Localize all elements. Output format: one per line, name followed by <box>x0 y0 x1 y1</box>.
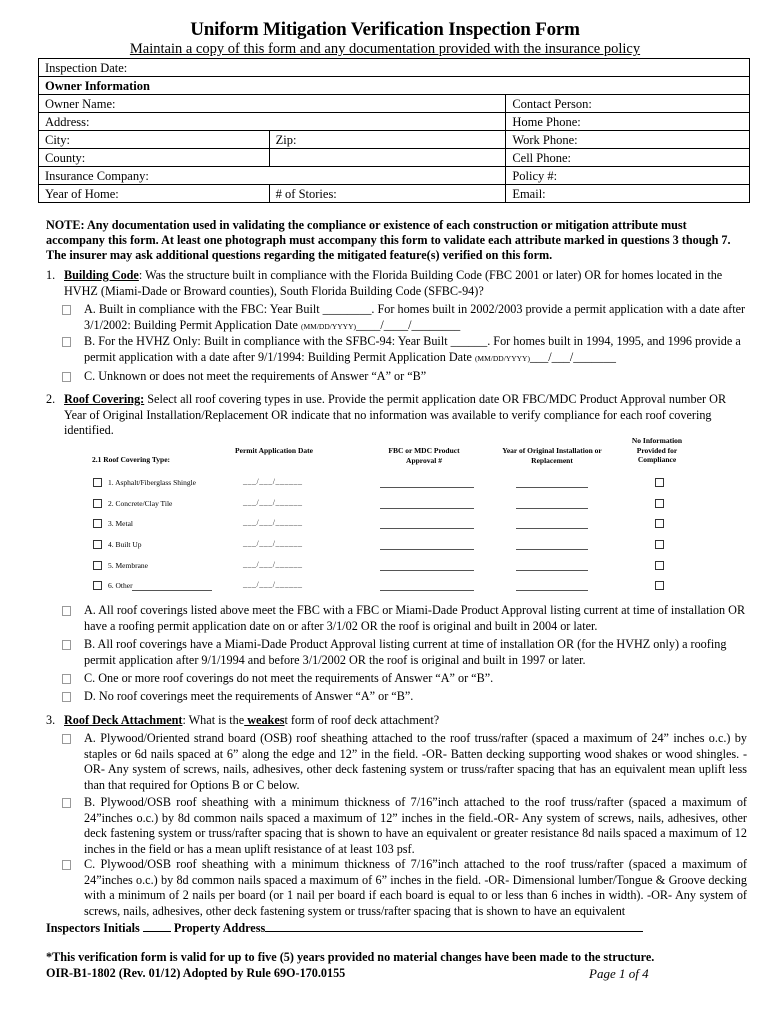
owner-info-heading: Owner Information <box>39 77 750 95</box>
q3-option-b[interactable] <box>62 795 747 857</box>
roof-type-label: 6. Other <box>108 581 133 590</box>
question-text-end: t form of roof deck attachment? <box>284 713 440 727</box>
question-1 <box>46 268 750 299</box>
header-roof-covering-type: 2.1 Roof Covering Type: <box>91 455 171 464</box>
roof-covering-row <box>90 478 740 494</box>
checkbox-icon[interactable] <box>62 305 71 315</box>
permit-date-blank[interactable]: ___/___/______ <box>243 539 303 548</box>
checkbox-icon[interactable] <box>655 540 664 549</box>
roof-covering-row <box>90 519 740 535</box>
option-text: B. All roof coverings have a Miami-Dade Product Approval listing current at time of installation OR (for the HVHZ only) a roofing permit application after 9/1/1994 and before 3/1/2002 OR the roof is original and built in 1997 or later. <box>84 637 727 667</box>
zip-field[interactable]: Zip: <box>269 131 506 149</box>
header-permit-date: Permit Application Date <box>235 446 313 455</box>
checkbox-icon[interactable] <box>62 798 71 808</box>
checkbox-icon[interactable] <box>93 581 102 590</box>
initials-blank[interactable] <box>143 920 171 932</box>
property-address-blank[interactable] <box>265 920 643 932</box>
roof-type-label: 3. Metal <box>108 519 133 528</box>
approval-number-blank[interactable] <box>380 487 474 488</box>
permit-date-blank[interactable]: ___/___/______ <box>243 518 303 527</box>
year-installed-blank[interactable] <box>516 528 588 529</box>
home-phone-field[interactable]: Home Phone: <box>506 113 750 131</box>
q1-option-c[interactable] <box>62 369 747 385</box>
option-text: C. Plywood/OSB roof sheathing with a minimum thickness of 7/16”inch attached to the roof truss/rafter (spaced a maximum of 24”inches o.c.) by 8d common nails spaced a maximum of 6” inches in the field. -OR- Dimensional lumber/Tongue & Groove decking with a minimum of 2 nails per board (or 1 nail per board if each board is equal to or less than 6 inches in width). -OR- Any system of screws, nails, adhesives, other deck fastening system or truss/rafter spacing that is shown to have an equivalent <box>84 857 747 918</box>
option-text: A. Built in compliance with the FBC: Year Built ________. For homes built in 2002/2003 provide a permit application with a date after 3/1/2002: Building Permit Application Date <box>84 302 746 332</box>
question-number: 3. <box>46 713 56 727</box>
q3-option-c[interactable] <box>62 857 747 919</box>
city-field[interactable]: City: <box>39 131 270 149</box>
question-text: : What is the <box>182 713 245 727</box>
header-year-installation: Year of Original Installation or Replacement <box>502 446 602 465</box>
date-format-hint: (MM/DD/YYYY) <box>474 353 530 363</box>
checkbox-icon[interactable] <box>655 499 664 508</box>
roof-covering-row <box>90 540 740 556</box>
documentation-note: NOTE: Any documentation used in validating the compliance or existence of each construction or mitigation attribute must accompany this form. At least one photograph must accompany this form to validate each attribute marked in questions 3 though 7. The insurer may ask additional questions regarding the mitigated feature(s) verified on this form. <box>46 218 731 262</box>
header-no-information: No Information Provided for Compliance <box>631 436 683 464</box>
option-text: A. All roof coverings listed above meet the FBC with a FBC or Miami-Dade Product Approval listing current at time of installation OR have a roofing permit application date on or after 3/1/02 OR the roof is original and built in 2004 or later. <box>84 603 746 633</box>
approval-number-blank[interactable] <box>380 570 474 571</box>
checkbox-icon[interactable] <box>93 540 102 549</box>
question-heading: Building Code <box>64 268 139 282</box>
address-field[interactable]: Address: <box>39 113 506 131</box>
form-number: OIR-B1-1802 (Rev. 01/12) Adopted by Rule 69O-170.0155 <box>46 966 346 980</box>
weakest-emphasis: weakes <box>244 713 285 727</box>
owner-name-field[interactable]: Owner Name: <box>39 95 506 113</box>
date-blank[interactable]: ___/___/_______ <box>529 349 616 364</box>
q1-option-b[interactable] <box>62 334 747 366</box>
form-title: Uniform Mitigation Verification Inspection Form <box>190 19 580 40</box>
cell-phone-field[interactable]: Cell Phone: <box>506 149 750 167</box>
checkbox-icon[interactable] <box>655 561 664 570</box>
roof-covering-row <box>90 499 740 515</box>
option-text: B. Plywood/OSB roof sheathing with a minimum thickness of 7/16”inch attached to the roof truss/rafter (spaced a maximum of 24”inches o.c.) by 8d common nails spaced a maximum of 12” inches in the field.-OR- Any system of screws, nails, adhesives, other deck fastening system or truss/rafter spacing that is shown to have an equivalent or greater resistance 8d nails spaced a maximum of 12 inches in the field or has a mean uplift resistance of at least 103 psf. <box>84 795 747 856</box>
permit-date-blank[interactable]: ___/___/______ <box>243 580 303 589</box>
option-text: A. Plywood/Oriented strand board (OSB) roof sheathing attached to the roof truss/rafter (spaced a maximum of 24” inches o.c.) by staples or 6d nails spaced at 6” along the edge and 12” in the field. -OR- Batten decking supporting wood shakes or wood shingles. -OR- Any system of screws, nails, adhesives, other deck fastening system or truss/rafter spacing that has an equivalent mean uplift less than that required for Options B or C below. <box>84 731 747 792</box>
checkbox-icon[interactable] <box>93 478 102 487</box>
question-heading: Roof Deck Attachment <box>64 713 183 727</box>
approval-number-blank[interactable] <box>380 528 474 529</box>
property-address-label: Property Address <box>170 921 266 935</box>
q2-option-d[interactable] <box>62 689 747 705</box>
email-field[interactable]: Email: <box>506 185 750 203</box>
roof-covering-row <box>90 581 740 597</box>
header-product-approval: FBC or MDC Product Approval # <box>388 446 460 465</box>
roof-type-label: 1. Asphalt/Fiberglass Shingle <box>108 478 196 487</box>
checkbox-icon[interactable] <box>62 606 71 616</box>
q3-option-a[interactable] <box>62 731 747 793</box>
question-number: 2. <box>46 392 56 406</box>
inspector-initials-row <box>46 920 643 936</box>
permit-date-blank[interactable]: ___/___/______ <box>243 560 303 569</box>
q1-option-a[interactable] <box>62 302 747 334</box>
inspection-date-field[interactable]: Inspection Date: <box>39 59 750 77</box>
checkbox-icon[interactable] <box>62 640 71 650</box>
year-installed-blank[interactable] <box>516 570 588 571</box>
q2-option-c[interactable] <box>62 671 747 687</box>
form-subtitle: Maintain a copy of this form and any documentation provided with the insurance policy <box>129 41 641 57</box>
contact-person-field[interactable]: Contact Person: <box>506 95 750 113</box>
permit-date-blank[interactable]: ___/___/______ <box>243 498 303 507</box>
permit-date-blank[interactable]: ___/___/______ <box>243 477 303 486</box>
option-text: D. No roof coverings meet the requirements of Answer “A” or “B”. <box>84 689 414 703</box>
checkbox-icon[interactable] <box>62 372 71 382</box>
question-heading: Roof Covering: <box>64 392 145 406</box>
option-text: B. For the HVHZ Only: Built in compliance with the SFBC-94: Year Built ______. For homes built in 1994, 1995, and 1996 provide a permit application with a date after 9/1/1994: Building Permit Application Date <box>84 334 741 364</box>
question-3 <box>46 713 750 729</box>
checkbox-icon[interactable] <box>62 337 71 347</box>
checkbox-icon[interactable] <box>62 692 71 702</box>
option-text: C. One or more roof coverings do not meet the requirements of Answer “A” or “B”. <box>84 671 494 685</box>
year-installed-blank[interactable] <box>516 508 588 509</box>
policy-number-field[interactable]: Policy #: <box>506 167 750 185</box>
page-number: Page 1 of 4 <box>589 966 649 981</box>
checkbox-icon[interactable] <box>93 499 102 508</box>
year-installed-blank[interactable] <box>516 549 588 550</box>
county-field[interactable]: County: <box>39 149 270 167</box>
approval-number-blank[interactable] <box>380 590 474 591</box>
roof-type-label: 2. Concrete/Clay Tile <box>108 499 173 508</box>
question-text: Select all roof covering types in use. Provide the permit application date OR FBC/MDC Product Approval number OR Year of Original Installation/Replacement OR indicate that no information was available to verify compliance for each roof covering identified. <box>64 392 727 437</box>
insurance-company-field[interactable]: Insurance Company: <box>39 167 506 185</box>
initials-label: Inspectors Initials <box>46 921 143 935</box>
checkbox-icon[interactable] <box>93 561 102 570</box>
roof-type-label: 4. Built Up <box>108 540 142 549</box>
question-number: 1. <box>46 268 56 282</box>
stories-field[interactable]: # of Stories: <box>269 185 506 203</box>
date-format-hint: (MM/DD/YYYY) <box>301 321 356 331</box>
checkbox-icon[interactable] <box>655 581 664 590</box>
checkbox-icon[interactable] <box>93 519 102 528</box>
year-installed-blank[interactable] <box>516 487 588 488</box>
checkbox-icon[interactable] <box>62 734 71 744</box>
q2-option-a[interactable] <box>62 603 747 634</box>
option-text: C. Unknown or does not meet the requirements of Answer “A” or “B” <box>84 369 427 383</box>
checkbox-icon[interactable] <box>655 478 664 487</box>
checkbox-icon[interactable] <box>62 674 71 684</box>
approval-number-blank[interactable] <box>380 508 474 509</box>
question-text: : Was the structure built in compliance with the Florida Building Code (FBC 2001 or later) OR for homes located in the HVHZ (Miami-Dade or Broward counties), South Florida Building Code (SFBC-94)? <box>64 268 723 298</box>
year-of-home-field[interactable]: Year of Home: <box>39 185 270 203</box>
checkbox-icon[interactable] <box>655 519 664 528</box>
roof-type-label: 5. Membrane <box>108 561 148 570</box>
date-blank[interactable]: ____/____/________ <box>356 317 461 332</box>
question-2 <box>46 392 750 439</box>
work-phone-field[interactable]: Work Phone: <box>506 131 750 149</box>
approval-number-blank[interactable] <box>380 549 474 550</box>
q2-option-b[interactable] <box>62 637 747 668</box>
year-installed-blank[interactable] <box>516 590 588 591</box>
owner-info-table <box>38 58 750 203</box>
other-type-blank[interactable] <box>132 590 212 591</box>
validity-statement: *This verification form is valid for up to five (5) years provided no material changes have been made to the structure. <box>46 950 655 964</box>
county-blank-cell <box>269 149 506 167</box>
roof-covering-row <box>90 561 740 577</box>
checkbox-icon[interactable] <box>62 860 71 870</box>
